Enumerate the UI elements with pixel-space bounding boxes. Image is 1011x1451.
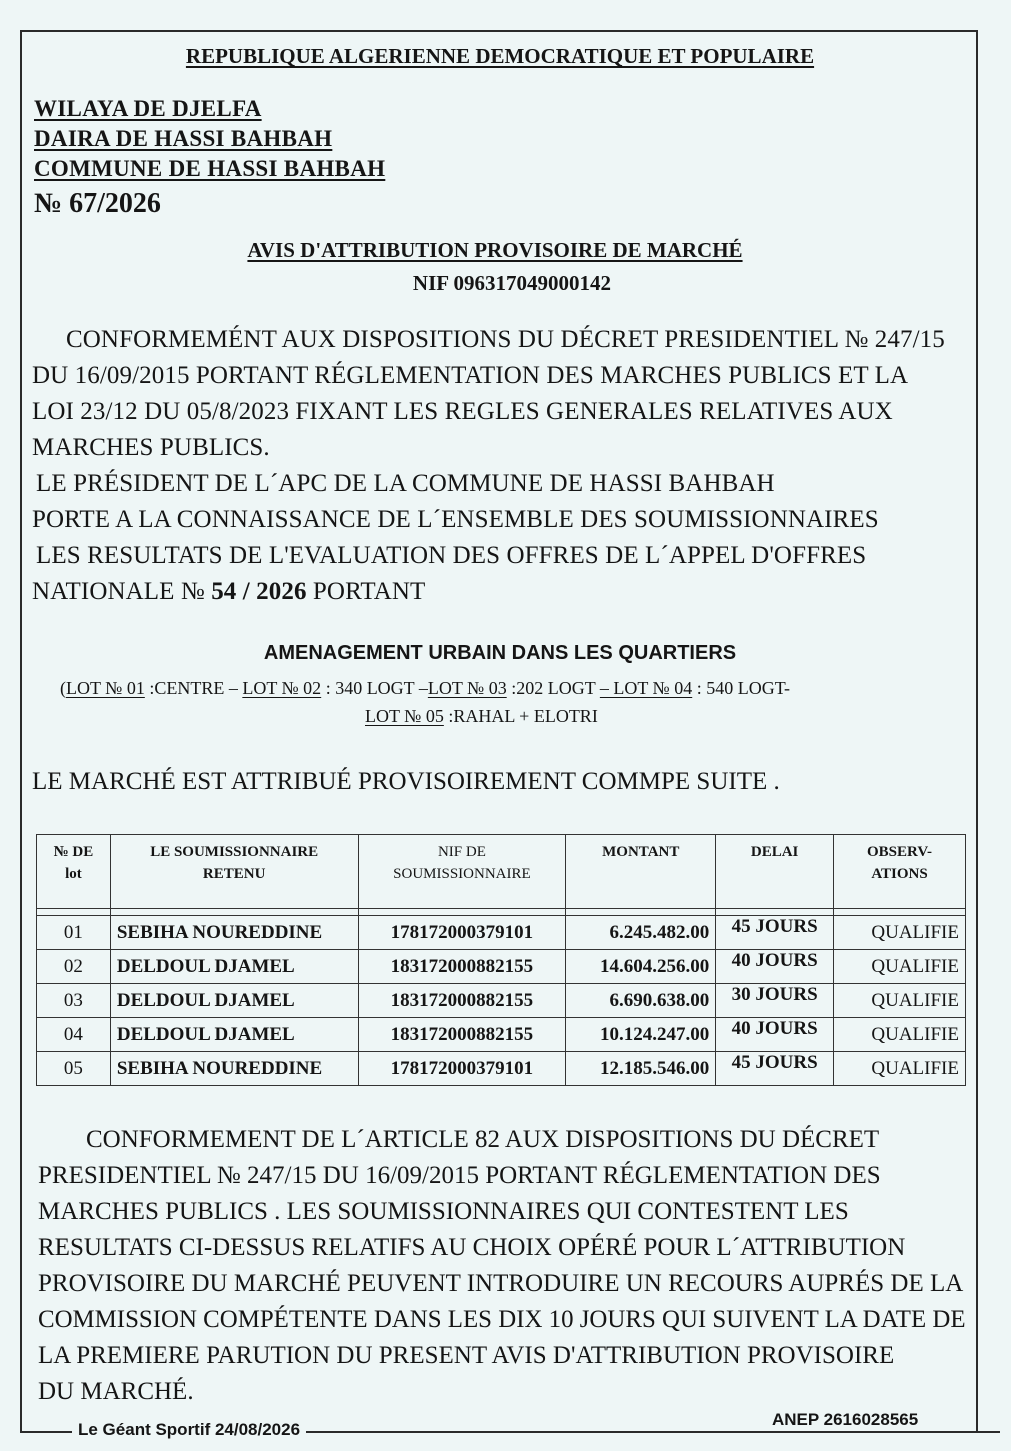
cell-delai: 45 JOURS [716, 916, 834, 950]
commune-line: COMMUNE DE HASSI BAHBAH [34, 156, 386, 181]
cell-lot: 05 [37, 1052, 111, 1086]
closing-line: LA PREMIERE PARUTION DU PRESENT AVIS D'ATTRIBUTION PROVISOIRE [38, 1342, 895, 1369]
table-row [37, 950, 966, 984]
closing-line: PROVISOIRE DU MARCHÉ PEUVENT INTRODUIRE UN RECOURS AUPRÉS DE LA [38, 1270, 964, 1297]
nationale-number: 54 [211, 578, 237, 605]
header-montant: MONTANT [566, 835, 716, 909]
anep-reference: ANEP 2616028565 [766, 1410, 924, 1430]
lot-5-text: :RAHAL + ELOTRI [443, 706, 598, 726]
cell-nif: 183172000882155 [358, 984, 566, 1018]
cell-montant: 14.604.256.00 [566, 950, 716, 984]
newspaper-source: Le Géant Sportif 24/08/2026 [72, 1420, 306, 1440]
lot-2-text: : 340 LOGT – [321, 678, 428, 698]
cell-delai: 45 JOURS [716, 1052, 834, 1086]
nationale-suffix: PORTANT [312, 578, 426, 605]
header-nif: NIF DE SOUMISSIONNAIRE [358, 835, 566, 909]
table-header-row [37, 835, 966, 909]
cell-delai: 30 JOURS [716, 984, 834, 1018]
intro-line: PORTE A LA CONNAISSANCE DE L´ENSEMBLE DES SOUMISSIONNAIRES [32, 506, 879, 533]
intro-nationale-line [32, 578, 425, 606]
table-row [37, 984, 966, 1018]
lots-line-2 [365, 706, 598, 727]
cell-lot: 02 [37, 950, 111, 984]
daira-line: DAIRA DE HASSI BAHBAH [34, 126, 333, 151]
notice-title: AVIS D'ATTRIBUTION PROVISOIRE DE MARCHÉ [247, 238, 743, 262]
cell-delai: 40 JOURS [716, 950, 834, 984]
table-gap [37, 909, 966, 916]
nationale-year: / 2026 [242, 578, 307, 605]
lots-line-1 [60, 678, 790, 699]
lot-3-text: :202 LOGT [506, 678, 600, 698]
republic-heading: REPUBLIQUE ALGERIENNE DEMOCRATIQUE ET POPULAIRE [185, 44, 815, 68]
intro-line: CONFORMEMÉNT AUX DISPOSITIONS DU DÉCRET PRESIDENTIEL № 247/15 [66, 326, 945, 353]
closing-line: DU MARCHÉ. [38, 1378, 194, 1405]
closing-line: COMMISSION COMPÉTENTE DANS LES DIX 10 JOURS QUI SUIVENT LA DATE DE [38, 1306, 966, 1333]
cell-name: SEBIHA NOUREDDINE [110, 916, 358, 950]
lot-paren: ( [60, 678, 66, 698]
cell-montant: 10.124.247.00 [566, 1018, 716, 1052]
header-observations: OBSERV- ATIONS [834, 835, 966, 909]
cell-name: DELDOUL DJAMEL [110, 1018, 358, 1052]
closing-line: PRESIDENTIEL № 247/15 DU 16/09/2015 PORTANT RÉGLEMENTATION DES [38, 1162, 881, 1189]
cell-lot: 04 [37, 1018, 111, 1052]
notice-number: № 67/2026 [34, 188, 161, 219]
intro-line: LES RESULTATS DE L'EVALUATION DES OFFRES DE L´APPEL D'OFFRES [36, 542, 867, 569]
cell-observation: QUALIFIE [834, 950, 966, 984]
closing-line: MARCHES PUBLICS . LES SOUMISSIONNAIRES QUI CONTESTENT LES [38, 1198, 849, 1225]
cell-name: DELDOUL DJAMEL [110, 950, 358, 984]
cell-nif: 178172000379101 [358, 916, 566, 950]
cell-nif: 183172000882155 [358, 1018, 566, 1052]
lot-4-text: : 540 LOGT- [692, 678, 791, 698]
cell-lot: 03 [37, 984, 111, 1018]
cell-observation: QUALIFIE [834, 1018, 966, 1052]
cell-nif: 183172000882155 [358, 950, 566, 984]
lot-1-text: :CENTRE – [144, 678, 243, 698]
intro-line: LE PRÉSIDENT DE L´APC DE LA COMMUNE DE HASSI BAHBAH [36, 470, 775, 497]
lot-5-label: LOT № 05 [365, 706, 444, 726]
header-soumissionnaire: LE SOUMISSIONNAIRE RETENU [110, 835, 358, 909]
closing-line: RESULTATS CI-DESSUS RELATIFS AU CHOIX OPÉRÉ POUR L´ATTRIBUTION [38, 1234, 906, 1261]
intro-line: LOI 23/12 DU 05/8/2023 FIXANT LES REGLES GENERALES RELATIVES AUX [32, 398, 893, 425]
nationale-prefix: NATIONALE № [32, 578, 205, 605]
cell-observation: QUALIFIE [834, 984, 966, 1018]
cell-montant: 6.690.638.00 [566, 984, 716, 1018]
wilaya-line: WILAYA DE DJELFA [34, 96, 262, 121]
cell-observation: QUALIFIE [834, 916, 966, 950]
cell-montant: 12.185.546.00 [566, 1052, 716, 1086]
lot-3-label: LOT № 03 [427, 678, 507, 698]
results-table [36, 834, 966, 1086]
intro-line: MARCHES PUBLICS. [32, 434, 270, 461]
table-row [37, 1052, 966, 1086]
attribution-line: LE MARCHÉ EST ATTRIBUÉ PROVISOIREMENT COMMPE SUITE . [32, 768, 780, 795]
table-row [37, 1018, 966, 1052]
lot-2-label: LOT № 02 [242, 678, 322, 698]
closing-line: CONFORMEMENT DE L´ARTICLE 82 AUX DISPOSITIONS DU DÉCRET [86, 1126, 880, 1153]
lot-4-label: – LOT № 04 [599, 678, 693, 698]
cell-name: SEBIHA NOUREDDINE [110, 1052, 358, 1086]
cell-observation: QUALIFIE [834, 1052, 966, 1086]
cell-lot: 01 [37, 916, 111, 950]
header-lot: № DE lot [37, 835, 111, 909]
table-row [37, 916, 966, 950]
subject-title: AMENAGEMENT URBAIN DANS LES QUARTIERS [263, 642, 737, 664]
cell-delai: 40 JOURS [716, 1018, 834, 1052]
cell-nif: 178172000379101 [358, 1052, 566, 1086]
lot-1-label: LOT № 01 [66, 678, 145, 698]
cell-name: DELDOUL DJAMEL [110, 984, 358, 1018]
nif-line: NIF 096317049000142 [412, 271, 612, 295]
intro-line: DU 16/09/2015 PORTANT RÉGLEMENTATION DES MARCHES PUBLICS ET LA [32, 362, 909, 389]
header-delai: DELAI [716, 835, 834, 909]
cell-montant: 6.245.482.00 [566, 916, 716, 950]
